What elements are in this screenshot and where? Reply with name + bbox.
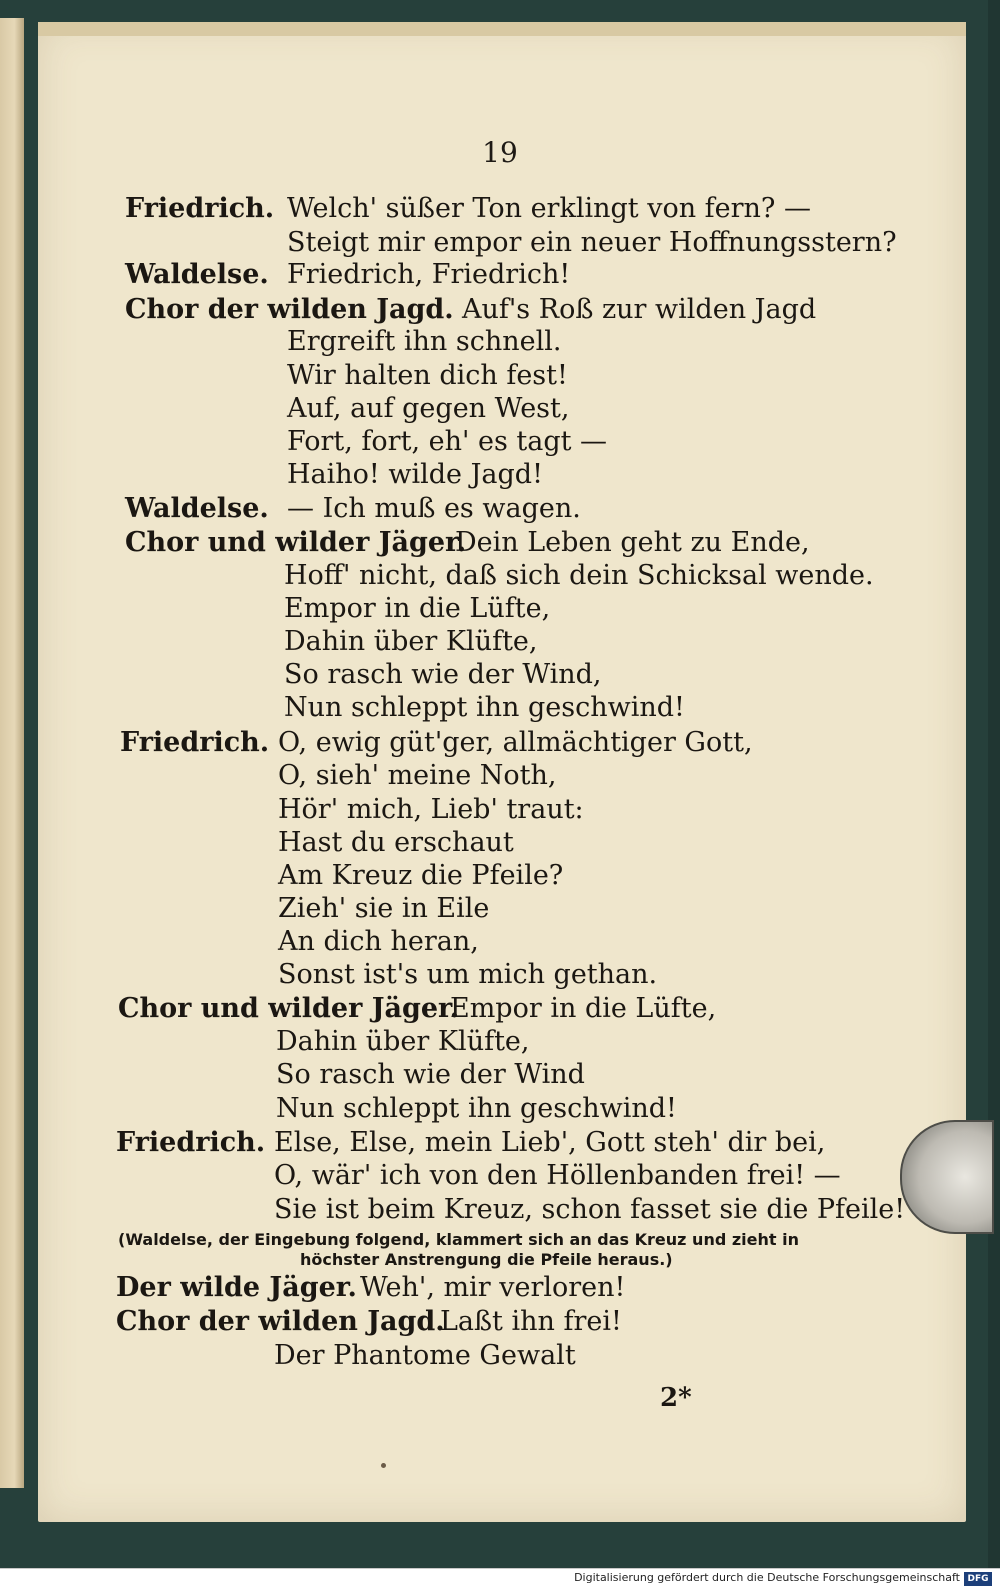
dialogue-text: Welch' süßer Ton erklingt von fern? —	[287, 193, 811, 224]
speaker-name: Waldelse.	[125, 259, 269, 290]
dialogue-text: Dein Leben geht zu Ende,	[455, 527, 810, 558]
dialogue-text: Der Phantome Gewalt	[274, 1340, 576, 1371]
dialogue-text: Hast du erschaut	[278, 827, 514, 858]
dialogue-text: Steigt mir empor ein neuer Hoffnungsstern?	[287, 227, 897, 258]
dialogue-text: Else, Else, mein Lieb', Gott steh' dir bei,	[274, 1127, 826, 1158]
dialogue-text: O, ewig güt'ger, allmächtiger Gott,	[278, 727, 753, 758]
dialogue-text: Laßt ihn frei!	[440, 1306, 622, 1337]
speaker-name: Chor der wilden Jagd.	[116, 1306, 445, 1337]
dialogue-text: Zieh' sie in Eile	[278, 893, 490, 924]
page-speck	[381, 1463, 386, 1468]
dialogue-text: Sonst ist's um mich gethan.	[278, 959, 658, 990]
page-number: 19	[482, 136, 518, 169]
speaker-name: Der wilde Jäger.	[116, 1272, 357, 1303]
dialogue-text: Sie ist beim Kreuz, schon fasset sie die Pfeile!	[274, 1194, 906, 1225]
dialogue-text: So rasch wie der Wind,	[284, 659, 602, 690]
dialogue-text: Nun schleppt ihn geschwind!	[284, 692, 685, 723]
dialogue-text: Wir halten dich fest!	[287, 360, 568, 391]
signature-mark: 2*	[660, 1383, 692, 1413]
dialogue-text: O, sieh' meine Noth,	[278, 760, 557, 791]
dialogue-text: Dahin über Klüfte,	[276, 1026, 530, 1057]
dialogue-line	[125, 193, 274, 225]
speaker-name: Waldelse.	[125, 493, 269, 524]
dialogue-text: Am Kreuz die Pfeile?	[278, 860, 564, 891]
dialogue-text: O, wär' ich von den Höllenbanden frei! —	[274, 1160, 841, 1191]
dfg-logo: DFG	[964, 1572, 992, 1586]
dialogue-text: Ergreift ihn schnell.	[287, 326, 562, 357]
dialogue-text: Auf, auf gegen West,	[287, 393, 570, 424]
dialogue-text: Auf's Roß zur wilden Jagd	[462, 294, 817, 325]
speaker-name: Friedrich.	[125, 193, 275, 224]
dialogue-text: — Ich muß es wagen.	[287, 493, 581, 524]
speaker-name: Chor der wilden Jagd.	[125, 294, 454, 325]
dialogue-text: Weh', mir verloren!	[360, 1272, 626, 1303]
dialogue-text: Haiho! wilde Jagd!	[287, 459, 543, 490]
dialogue-text: Dahin über Klüfte,	[284, 626, 538, 657]
dialogue-text: Empor in die Lüfte,	[450, 993, 717, 1024]
speaker-name: Friedrich.	[120, 727, 270, 758]
dialogue-text: Nun schleppt ihn geschwind!	[276, 1093, 677, 1124]
dialogue-text: Empor in die Lüfte,	[284, 593, 551, 624]
digitization-footer	[0, 1568, 1000, 1590]
speaker-name: Friedrich.	[116, 1127, 266, 1158]
dialogue-text: So rasch wie der Wind	[276, 1059, 585, 1090]
stage-direction-line: höchster Anstrengung die Pfeile heraus.)	[300, 1250, 673, 1269]
dialogue-text: Friedrich, Friedrich!	[287, 259, 571, 290]
dialogue-text: Hoff' nicht, daß sich dein Schicksal wende.	[284, 560, 874, 591]
dialogue-text: An dich heran,	[278, 926, 479, 957]
stage-direction-line: (Waldelse, der Eingebung folgend, klammert sich an das Kreuz und zieht in	[118, 1230, 799, 1249]
speaker-name: Chor und wilder Jäger.	[118, 993, 460, 1024]
dialogue-text: Fort, fort, eh' es tagt —	[287, 426, 608, 457]
speaker-name: Chor und wilder Jäger.	[125, 527, 467, 558]
dialogue-text: Hör' mich, Lieb' traut:	[278, 794, 584, 825]
footer-credit: Digitalisierung gefördert durch die Deutsche Forschungsgemeinschaft	[574, 1571, 960, 1584]
